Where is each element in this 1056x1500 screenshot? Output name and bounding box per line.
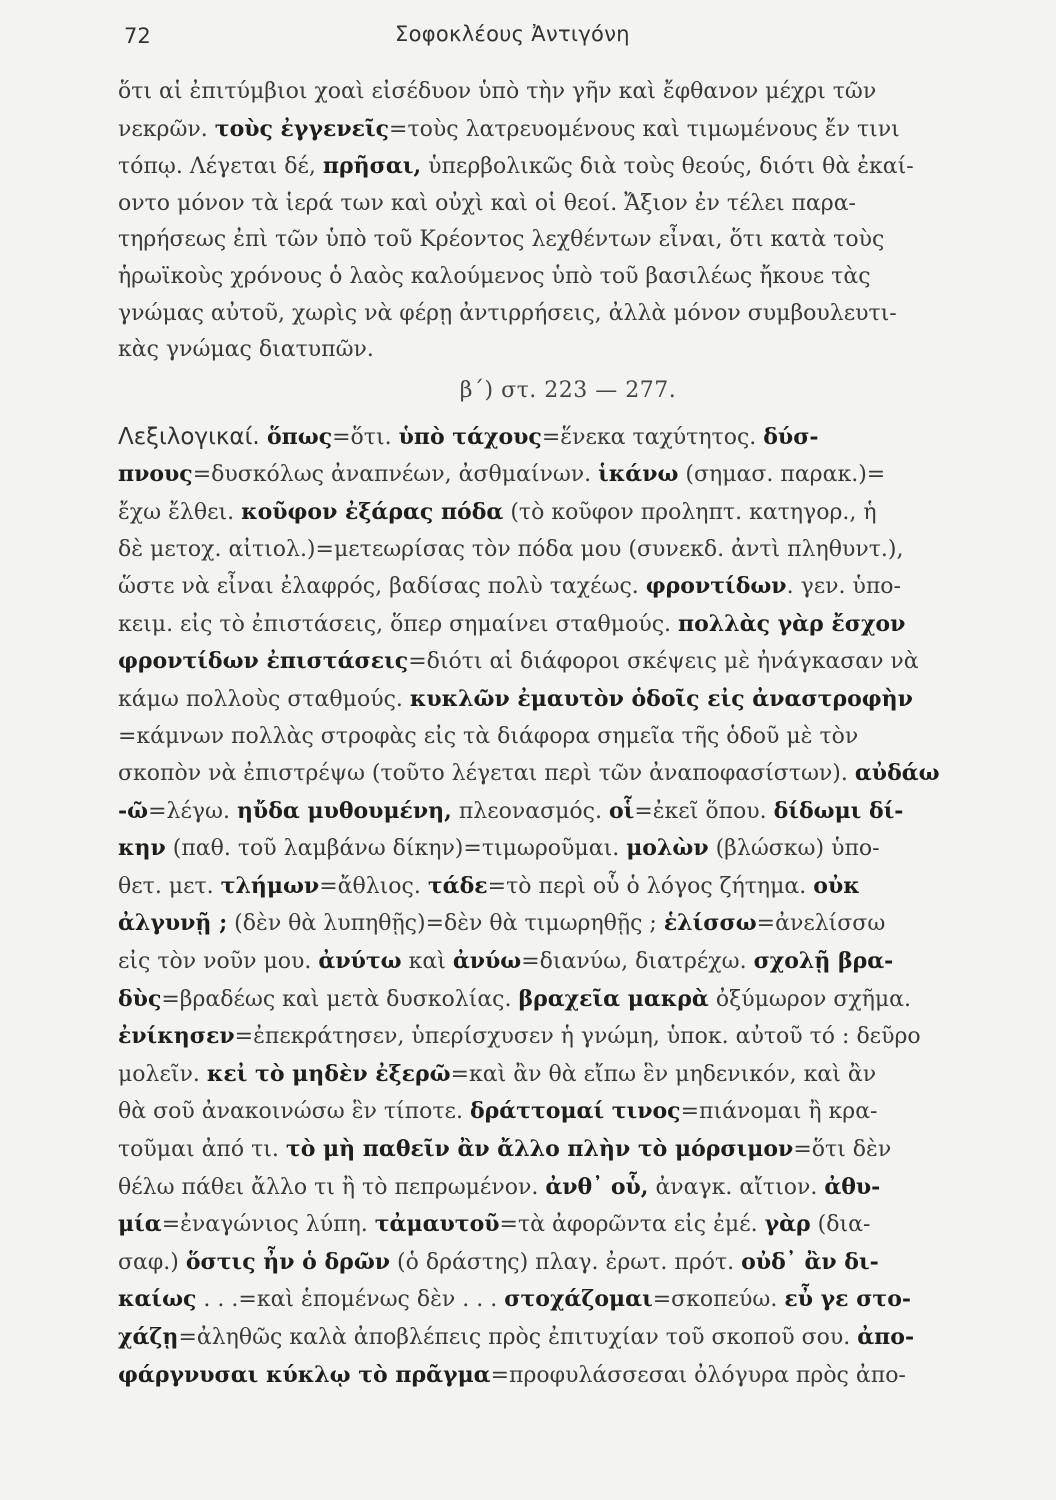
headword: κυκλῶν ἐμαυτὸν ὁδοῖς εἰς ἀναστροφὴν (409, 685, 913, 712)
headword: τάδε (427, 872, 488, 899)
gloss-text: =ἕνεκα ταχύτητος. (541, 424, 764, 450)
text-line (118, 830, 1018, 868)
headword: φροντίδων ἐπιστάσεις (118, 648, 409, 675)
headword: στοχάζομαι (504, 1286, 653, 1313)
headword: ἀνύω (452, 948, 522, 975)
gloss-text: πλεονασμός. (451, 798, 609, 824)
headword: μία (118, 1211, 162, 1238)
gloss-text: =ἀληθῶς καλὰ ἀποβλέπεις πρὸς ἐπιτυχίαν τοῦ σκοποῦ σου. (178, 1325, 858, 1350)
page-number: 72 (124, 24, 151, 48)
headword: ἀνθ᾽ οὗ, (545, 1173, 649, 1200)
headword: τλήμων (220, 872, 320, 899)
text-line (118, 755, 1018, 793)
headword: μολὼν (626, 835, 709, 862)
headword: δράττομαί τινος (469, 1098, 681, 1125)
text-line (118, 1244, 1018, 1282)
headword: -ῶ (118, 797, 149, 824)
text-line (118, 74, 1018, 111)
headword: δίδωμι δί- (773, 797, 904, 824)
headword: ἀπο- (857, 1324, 915, 1350)
gloss-text: (δια- (810, 1212, 871, 1238)
gloss-text: θετ. μετ. (118, 873, 221, 899)
headword: ὅπως (266, 423, 333, 450)
text-line (118, 494, 1018, 532)
gloss-text: τηρήσεως ἐπὶ τῶν ὑπὸ τοῦ Κρέοντος λεχθέντων εἶναι, ὅτι κατὰ τοὺς (118, 227, 885, 253)
text-line (118, 1319, 1018, 1357)
text-line (118, 568, 1018, 606)
gloss-text: =λέγω. (148, 798, 237, 824)
headword: γὰρ (764, 1211, 811, 1238)
text-line (118, 868, 1018, 906)
gloss-text: θέλω πάθει ἄλλο τι ἢ τὸ πεπρωμένον. (118, 1174, 546, 1200)
text-line (118, 981, 1018, 1019)
headword: ἀνύτω (318, 948, 402, 975)
gloss-text: ὥστε νὰ εἶναι ἐλαφρός, βαδίσας πολὺ ταχέως. (118, 574, 646, 600)
headword: σχολῇ βρα- (753, 948, 894, 975)
gloss-text: =τὸ περὶ οὗ ὁ λόγος ζήτημα. (487, 873, 814, 899)
gloss-text: . . .=καὶ ἑπομένως δὲν . . . (196, 1287, 505, 1313)
text-line (118, 793, 1018, 831)
gloss-text: κειμ. εἰς τὸ ἐπιστάσεις, ὅπερ σημαίνει σταθμούς. (118, 611, 679, 637)
headword: οὐδ᾽ ἂν δι- (741, 1248, 879, 1275)
text-line (118, 111, 1018, 149)
gloss-text: κάμω πολλοὺς σταθμούς. (118, 686, 410, 712)
section-label: Λεξιλογικαί. (118, 423, 267, 450)
headword: αὐδάω (854, 760, 940, 787)
gloss-text: =ἄθλιος. (319, 873, 428, 899)
gloss-text: =ἐναγώνιος λύπη. (161, 1212, 375, 1238)
text-line (118, 259, 1018, 296)
headword: χάζῃ (118, 1324, 179, 1350)
gloss-text: =διανύω, διατρέχω. (521, 949, 754, 975)
gloss-text: ἀναγκ. αἴτιον. (648, 1174, 825, 1200)
headword: ἱκάνω (598, 461, 679, 488)
headword: ὑπὸ τάχους (398, 423, 542, 450)
headword: ἀλγυνῇ ; (118, 910, 228, 937)
text-line (118, 456, 1018, 494)
gloss-text: μολεῖν. (118, 1061, 207, 1087)
text-line (118, 1093, 1018, 1131)
commentary-paragraph (118, 74, 1018, 369)
headword: τοὺς ἐγγενεῖς (214, 115, 390, 142)
section-heading: β΄) στ. 223 — 277. (459, 377, 677, 403)
page-body (118, 74, 1018, 1394)
gloss-text: =διότι αἱ διάφοροι σκέψεις μὲ ἠνάγκασαν νὰ (408, 649, 919, 675)
gloss-text: =κάμνων πολλὰς στροφὰς εἰς τὰ διάφορα σημεῖα τῆς ὁδοῦ μὲ τὸν (118, 723, 859, 749)
gloss-text: ὀξύμωρον σχῆμα. (708, 986, 912, 1012)
text-line (118, 296, 1018, 333)
text-line (118, 148, 1018, 186)
text-line (118, 532, 1018, 569)
gloss-text: εἰς τὸν νοῦν μου. (118, 949, 319, 975)
headword: τἀμαυτοῦ (374, 1211, 500, 1238)
text-line (118, 1206, 1018, 1244)
headword: πνους (118, 461, 193, 488)
text-line (118, 332, 1018, 369)
headword: τὸ μὴ παθεῖν ἂν ἄλλο πλὴν τὸ μόρσιμον (285, 1136, 794, 1163)
text-line (118, 943, 1018, 981)
gloss-text: =ἀνελίσσω (756, 911, 886, 937)
gloss-text: (δὲν θὰ λυπηθῇς)=δὲν θὰ τιμωρηθῇς ; (227, 911, 664, 937)
text-line (118, 222, 1018, 259)
headword: ἐνίκησεν (118, 1023, 235, 1050)
gloss-text: =τοὺς λατρευομένους καὶ τιμωμένους ἔν τινι (389, 116, 900, 142)
gloss-text: ἡρωϊκοὺς χρόνους ὁ λαὸς καλούμενος ὑπὸ τοῦ βασιλέως ἤκουε τὰς (118, 263, 871, 289)
headword: φάργνυσαι κύκλῳ τὸ πρᾶγμα (118, 1361, 491, 1388)
text-line (118, 1281, 1018, 1319)
text-line (118, 186, 1018, 223)
text-line (118, 1018, 1018, 1056)
headword: δύσ- (763, 423, 819, 450)
gloss-text: . γεν. ὑπο- (786, 574, 901, 600)
gloss-text: κὰς γνώμας διατυπῶν. (118, 337, 374, 363)
headword: καίως (118, 1286, 197, 1313)
gloss-text: οντο μόνον τὰ ἱερά των καὶ οὐχὶ καὶ οἱ θεοί. Ἄξιον ἐν τέλει παρα- (118, 190, 856, 216)
gloss-text: =βραδέως καὶ μετὰ δυσκολίας. (161, 986, 519, 1012)
text-line (118, 1357, 1018, 1395)
text-line (118, 681, 1018, 719)
text-line (118, 1131, 1018, 1169)
headword: πολλὰς γὰρ ἔσχον (678, 610, 906, 637)
text-line (118, 905, 1018, 943)
headword: φροντίδων (645, 573, 787, 600)
gloss-text: τοῦμαι ἀπό τι. (118, 1137, 286, 1163)
gloss-text: ὅτι αἱ ἐπιτύμβιοι χοαὶ εἰσέδυον ὑπὸ τὴν γῆν καὶ ἔφθανον μέχρι τῶν (118, 79, 877, 104)
headword: ἀθυ- (824, 1173, 881, 1200)
headword: οἷ (608, 797, 635, 824)
headword: κην (118, 835, 166, 862)
headword: εὖ γε στο- (784, 1286, 912, 1313)
text-line (118, 719, 1018, 756)
gloss-text: =πιάνομαι ἢ κρα- (680, 1099, 878, 1125)
text-line (118, 606, 1018, 644)
gloss-text: =ἐπεκράτησεν, ὑπερίσχυσεν ἡ γνώμη, ὑποκ. αὐτοῦ τό : δεῦρο (234, 1024, 921, 1050)
headword: κεἰ τὸ μηδὲν ἐξερῶ (206, 1060, 451, 1087)
headword: βραχεῖα μακρὰ (518, 985, 709, 1012)
headword: ὅστις ἦν ὁ δρῶν (185, 1248, 391, 1275)
vocabulary-paragraph (118, 419, 1018, 1394)
gloss-text: =ὅτι. (332, 424, 399, 450)
gloss-text: δὲ μετοχ. αἰτιολ.)=μετεωρίσας τὸν πόδα μου (συνεκδ. ἀντὶ πληθυντ.), (118, 536, 904, 562)
text-line (118, 419, 1018, 457)
gloss-text: =καὶ ἂν θὰ εἴπω ἓν μηδενικόν, καὶ ἂν (450, 1061, 877, 1087)
gloss-text: νεκρῶν. (118, 116, 215, 142)
gloss-text: (σημασ. παρακ.)= (678, 462, 886, 488)
gloss-text: τόπῳ. Λέγεται δέ, (118, 154, 323, 180)
headword: κοῦφον ἐξάρας πόδα (241, 498, 504, 525)
gloss-text: =δυσκόλως ἀναπνέων, ἀσθμαίνων. (192, 462, 599, 488)
gloss-text: ὑπερβολικῶς διὰ τοὺς θεούς, διότι θὰ ἐκαί- (421, 154, 914, 180)
gloss-text: (παθ. τοῦ λαμβάνω δίκην)=τιμωροῦμαι. (165, 836, 627, 862)
gloss-text: =σκοπεύω. (652, 1287, 785, 1313)
gloss-text: θὰ σοῦ ἀνακοινώσω ἓν τίποτε. (118, 1099, 470, 1125)
gloss-text: =τὰ ἀφορῶντα εἰς ἐμέ. (499, 1212, 765, 1238)
gloss-text: (τὸ κοῦφον προληπτ. κατηγορ., ἡ (503, 499, 877, 525)
text-line (118, 1169, 1018, 1207)
running-title: Σοφοκλέους Ἀντιγόνη (395, 22, 630, 46)
gloss-text: (ὁ δράστης) πλαγ. ἐρωτ. πρότ. (390, 1249, 742, 1275)
gloss-text: σαφ.) (118, 1249, 186, 1275)
gloss-text: =ἐκεῖ ὅπου. (634, 798, 774, 824)
text-line (118, 643, 1018, 681)
gloss-text: καὶ (401, 949, 453, 975)
headword: δὺς (118, 985, 162, 1012)
text-line (118, 1056, 1018, 1094)
headword: οὐκ (813, 872, 860, 899)
gloss-text: γνώμας αὐτοῦ, χωρὶς νὰ φέρῃ ἀντιρρήσεις, ἀλλὰ μόνον συμβουλευτι- (118, 300, 897, 326)
gloss-text: ἔχω ἔλθει. (118, 499, 242, 525)
gloss-text: =ὅτι δὲν (793, 1137, 892, 1163)
gloss-text: (βλώσκω) ὑπο- (708, 836, 880, 862)
headword: ἑλίσσω (663, 910, 757, 937)
gloss-text: σκοπὸν νὰ ἐπιστρέψω (τοῦτο λέγεται περὶ τῶν ἀναποφασίστων). (118, 761, 855, 787)
headword: ηὔδα μυθουμένη, (236, 797, 452, 824)
headword: πρῆσαι, (322, 153, 422, 180)
gloss-text: =προφυλάσσεσαι ὀλόγυρα πρὸς ἀπο- (490, 1362, 906, 1388)
